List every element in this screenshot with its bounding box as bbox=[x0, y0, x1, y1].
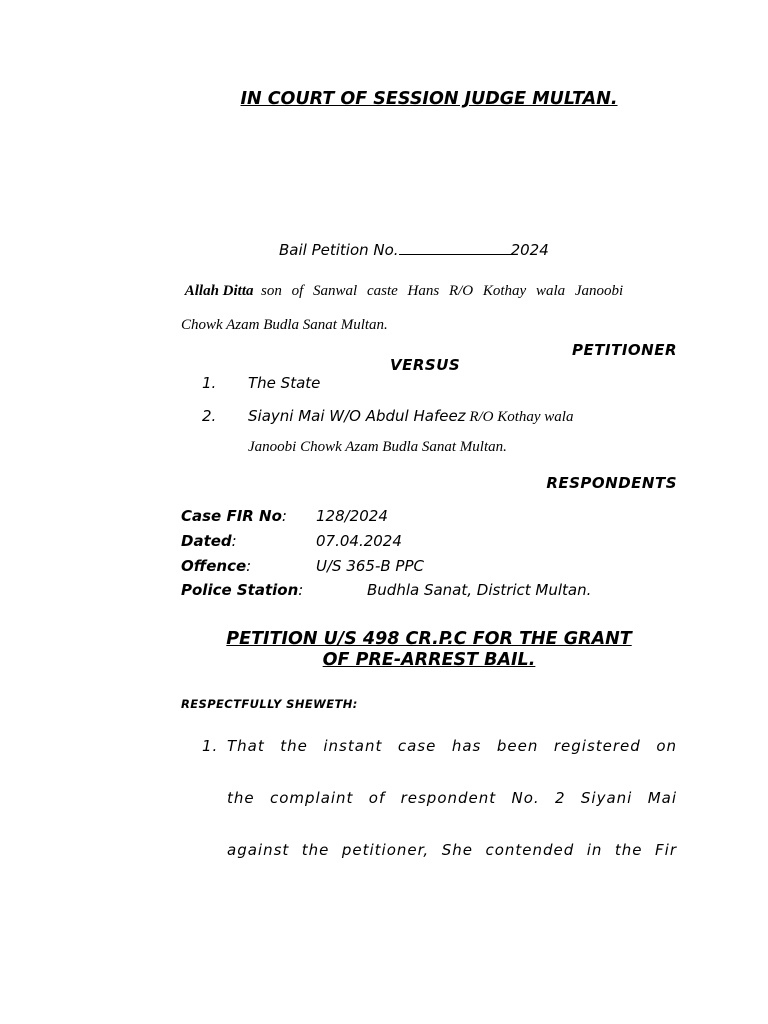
court-title: IN COURT OF SESSION JUDGE MULTAN. bbox=[240, 89, 618, 109]
dated-value: 07.04.2024 bbox=[316, 532, 402, 550]
respondent-1-name: The State bbox=[248, 374, 321, 392]
petition-heading-line1: PETITION U/S 498 CR.P.C FOR THE GRANT bbox=[226, 629, 632, 649]
paragraph-1-line1: That the instant case has been registered on bbox=[227, 737, 677, 755]
respondent-2-name: Siayni Mai W/O Abdul Hafeez bbox=[248, 407, 466, 425]
respondent-2-number: 2. bbox=[202, 407, 217, 425]
paragraph-1-number: 1. bbox=[202, 737, 219, 755]
petitioner-description-line2: Chowk Azam Budla Sanat Multan. bbox=[181, 317, 388, 333]
respectfully-sheweth: RESPECTFULLY SHEWETH: bbox=[181, 697, 358, 711]
petition-heading bbox=[181, 629, 677, 671]
petition-heading-line2: OF PRE-ARREST BAIL. bbox=[322, 650, 536, 670]
respondent-2-address: R/O Kothay wala bbox=[469, 409, 574, 425]
versus-label: VERSUS bbox=[390, 356, 461, 374]
case-fir-row: Case FIR No: bbox=[181, 507, 287, 525]
paragraph-1-line2: the complaint of respondent No. 2 Siyani Mai bbox=[227, 789, 677, 807]
paragraph-1-line3: against the petitioner, She contended in the Fir bbox=[227, 841, 677, 859]
police-station-row: Police Station: bbox=[181, 581, 304, 599]
dated-label: Dated bbox=[181, 532, 232, 550]
respondents-label: RESPONDENTS bbox=[546, 474, 677, 492]
case-fir-label: Case FIR No bbox=[181, 507, 282, 525]
bail-petition-prefix: Bail Petition No. bbox=[279, 241, 399, 259]
petitioner-description-line1: son of Sanwal caste Hans R/O Kothay wala Janoobi bbox=[261, 283, 624, 299]
respondent-2-line bbox=[248, 407, 573, 426]
respondent-2-address-line2: Janoobi Chowk Azam Budla Sanat Multan. bbox=[248, 439, 507, 455]
case-fir-value: 128/2024 bbox=[316, 507, 388, 525]
police-station-value: Budhla Sanat, District Multan. bbox=[367, 581, 592, 599]
offence-label: Offence bbox=[181, 557, 247, 575]
bail-petition-year: 2024 bbox=[510, 241, 549, 259]
petitioner-details bbox=[181, 274, 677, 342]
police-station-label: Police Station bbox=[181, 581, 299, 599]
petitioner-name: Allah Ditta bbox=[184, 283, 254, 299]
offence-row: Offence: bbox=[181, 557, 252, 575]
bail-petition-line bbox=[279, 241, 549, 259]
offence-value: U/S 365-B PPC bbox=[316, 557, 424, 575]
petitioner-label: PETITIONER bbox=[572, 341, 677, 359]
respondent-1-number: 1. bbox=[202, 374, 217, 392]
dated-row: Dated: bbox=[181, 532, 237, 550]
bail-petition-number-blank bbox=[399, 241, 511, 255]
